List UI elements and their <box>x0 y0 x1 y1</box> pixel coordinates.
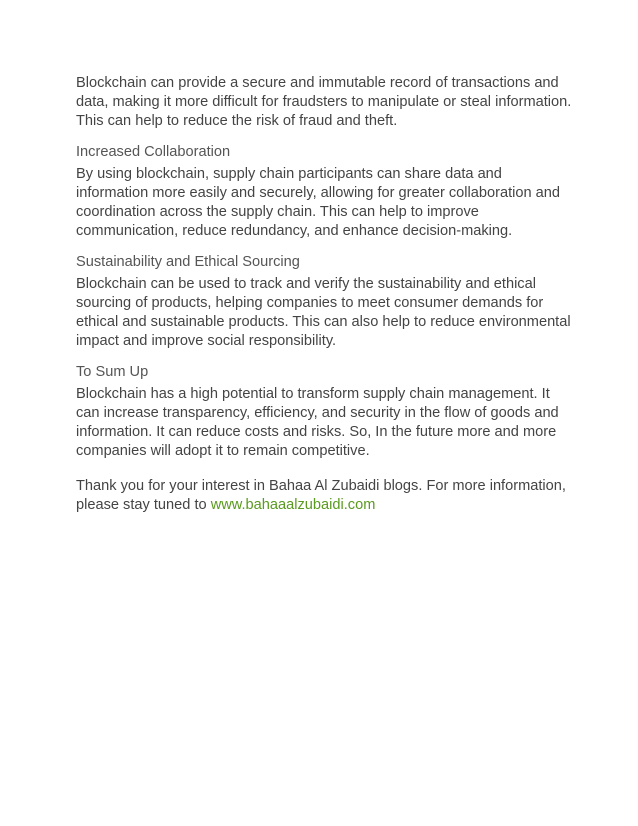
collaboration-paragraph: By using blockchain, supply chain participants can share data and information more easily and securely, allowing for greater collaboration and coordination across the supply chain. This can help to improve communication, reduce redundancy, and enhance decision-making. <box>76 165 561 240</box>
sumup-paragraph: Blockchain has a high potential to transform supply chain management. It can increase transparency, efficiency, and security in the flow of goods and information. It can reduce costs and risks. So, In the future more and more companies will adopt it to remain competitive. <box>76 385 559 460</box>
closing-text: Thank you for your interest in Bahaa Al Zubaidi blogs. For more information, please stay tuned to <box>76 477 566 513</box>
sumup-heading: To Sum Up <box>76 363 149 380</box>
intro-paragraph: Blockchain can provide a secure and immutable record of transactions and data, making it more difficult for fraudsters to manipulate or steal information. This can help to reduce the risk of fraud and theft. <box>76 75 572 130</box>
document-page <box>76 74 576 526</box>
closing-paragraph <box>76 477 576 515</box>
website-link[interactable]: www.bahaaalzubaidi.com <box>210 496 376 513</box>
sustainability-paragraph: Blockchain can be used to track and verify the sustainability and ethical sourcing of products, helping companies to meet consumer demands for ethical and sustainable products. This can also help to reduce environmental impact and improve social responsibility. <box>76 275 571 350</box>
collaboration-heading: Increased Collaboration <box>76 143 231 160</box>
sustainability-heading: Sustainability and Ethical Sourcing <box>76 253 300 270</box>
